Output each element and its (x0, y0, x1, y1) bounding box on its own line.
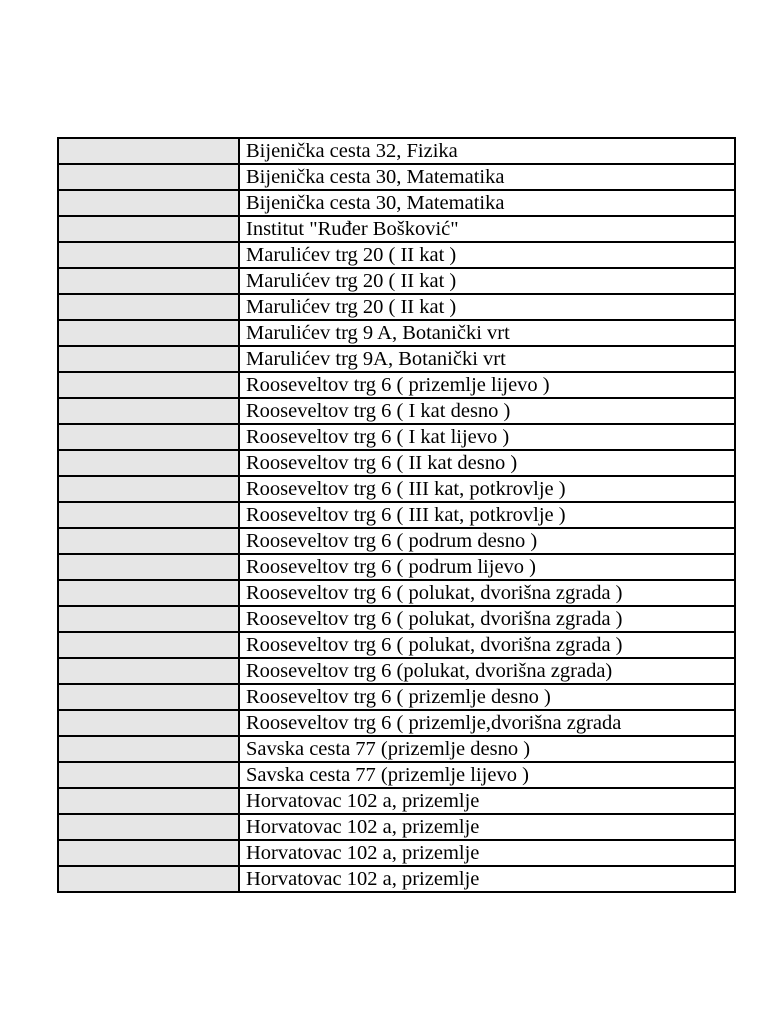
table-row (58, 658, 735, 684)
address-table (57, 137, 736, 893)
address-cell[interactable]: Marulićev trg 20 ( II kat ) (239, 242, 735, 268)
address-cell[interactable]: Rooseveltov trg 6 ( III kat, potkrovlje ) (239, 502, 735, 528)
table-row (58, 294, 735, 320)
address-cell[interactable]: Rooseveltov trg 6 ( polukat, dvorišna zgrada ) (239, 632, 735, 658)
table-row (58, 346, 735, 372)
label-cell[interactable] (58, 814, 239, 840)
label-cell[interactable] (58, 684, 239, 710)
table-row (58, 580, 735, 606)
address-cell[interactable]: Horvatovac 102 a, prizemlje (239, 788, 735, 814)
table-row (58, 268, 735, 294)
label-cell[interactable] (58, 294, 239, 320)
address-cell[interactable]: Horvatovac 102 a, prizemlje (239, 840, 735, 866)
table-row (58, 632, 735, 658)
label-cell[interactable] (58, 450, 239, 476)
label-cell[interactable] (58, 788, 239, 814)
label-cell[interactable] (58, 164, 239, 190)
address-cell[interactable]: Rooseveltov trg 6 (polukat, dvorišna zgrada) (239, 658, 735, 684)
label-cell[interactable] (58, 398, 239, 424)
address-cell[interactable]: Rooseveltov trg 6 ( podrum desno ) (239, 528, 735, 554)
table-row (58, 554, 735, 580)
table-row (58, 866, 735, 892)
label-cell[interactable] (58, 424, 239, 450)
address-cell[interactable]: Rooseveltov trg 6 ( II kat desno ) (239, 450, 735, 476)
table-row (58, 736, 735, 762)
address-cell[interactable]: Marulićev trg 20 ( II kat ) (239, 294, 735, 320)
address-cell[interactable]: Rooseveltov trg 6 ( polukat, dvorišna zgrada ) (239, 606, 735, 632)
address-cell[interactable]: Bijenička cesta 30, Matematika (239, 164, 735, 190)
address-cell[interactable]: Rooseveltov trg 6 ( prizemlje lijevo ) (239, 372, 735, 398)
label-cell[interactable] (58, 658, 239, 684)
label-cell[interactable] (58, 138, 239, 164)
table-row (58, 476, 735, 502)
label-cell[interactable] (58, 528, 239, 554)
label-cell[interactable] (58, 268, 239, 294)
label-cell[interactable] (58, 320, 239, 346)
label-cell[interactable] (58, 606, 239, 632)
label-cell[interactable] (58, 216, 239, 242)
address-cell[interactable]: Horvatovac 102 a, prizemlje (239, 866, 735, 892)
table-row (58, 684, 735, 710)
address-cell[interactable]: Savska cesta 77 (prizemlje lijevo ) (239, 762, 735, 788)
label-cell[interactable] (58, 242, 239, 268)
address-cell[interactable]: Rooseveltov trg 6 ( polukat, dvorišna zgrada ) (239, 580, 735, 606)
table-row (58, 528, 735, 554)
table-row (58, 190, 735, 216)
table-row (58, 606, 735, 632)
table-row (58, 840, 735, 866)
address-cell[interactable]: Rooseveltov trg 6 ( podrum lijevo ) (239, 554, 735, 580)
table-row (58, 814, 735, 840)
table-row (58, 164, 735, 190)
label-cell[interactable] (58, 580, 239, 606)
label-cell[interactable] (58, 554, 239, 580)
table-row (58, 424, 735, 450)
address-cell[interactable]: Marulićev trg 9 A, Botanički vrt (239, 320, 735, 346)
address-cell[interactable]: Horvatovac 102 a, prizemlje (239, 814, 735, 840)
label-cell[interactable] (58, 372, 239, 398)
table-row (58, 138, 735, 164)
address-cell[interactable]: Rooseveltov trg 6 ( III kat, potkrovlje ) (239, 476, 735, 502)
label-cell[interactable] (58, 502, 239, 528)
address-cell[interactable]: Rooseveltov trg 6 ( prizemlje,dvorišna zgrada (239, 710, 735, 736)
label-cell[interactable] (58, 762, 239, 788)
address-cell[interactable]: Savska cesta 77 (prizemlje desno ) (239, 736, 735, 762)
table-row (58, 320, 735, 346)
label-cell[interactable] (58, 866, 239, 892)
table-row (58, 450, 735, 476)
address-cell[interactable]: Institut "Ruđer Bošković" (239, 216, 735, 242)
address-cell[interactable]: Bijenička cesta 32, Fizika (239, 138, 735, 164)
address-cell[interactable]: Marulićev trg 9A, Botanički vrt (239, 346, 735, 372)
address-cell[interactable]: Rooseveltov trg 6 ( I kat lijevo ) (239, 424, 735, 450)
table-row (58, 710, 735, 736)
table-row (58, 398, 735, 424)
label-cell[interactable] (58, 710, 239, 736)
label-cell[interactable] (58, 840, 239, 866)
label-cell[interactable] (58, 476, 239, 502)
address-cell[interactable]: Bijenička cesta 30, Matematika (239, 190, 735, 216)
label-cell[interactable] (58, 736, 239, 762)
address-cell[interactable]: Rooseveltov trg 6 ( I kat desno ) (239, 398, 735, 424)
label-cell[interactable] (58, 632, 239, 658)
address-cell[interactable]: Rooseveltov trg 6 ( prizemlje desno ) (239, 684, 735, 710)
table-row (58, 242, 735, 268)
table-row (58, 762, 735, 788)
table-row (58, 502, 735, 528)
table-row (58, 372, 735, 398)
table-row (58, 216, 735, 242)
address-table-body (58, 138, 735, 892)
label-cell[interactable] (58, 346, 239, 372)
label-cell[interactable] (58, 190, 239, 216)
address-cell[interactable]: Marulićev trg 20 ( II kat ) (239, 268, 735, 294)
table-row (58, 788, 735, 814)
